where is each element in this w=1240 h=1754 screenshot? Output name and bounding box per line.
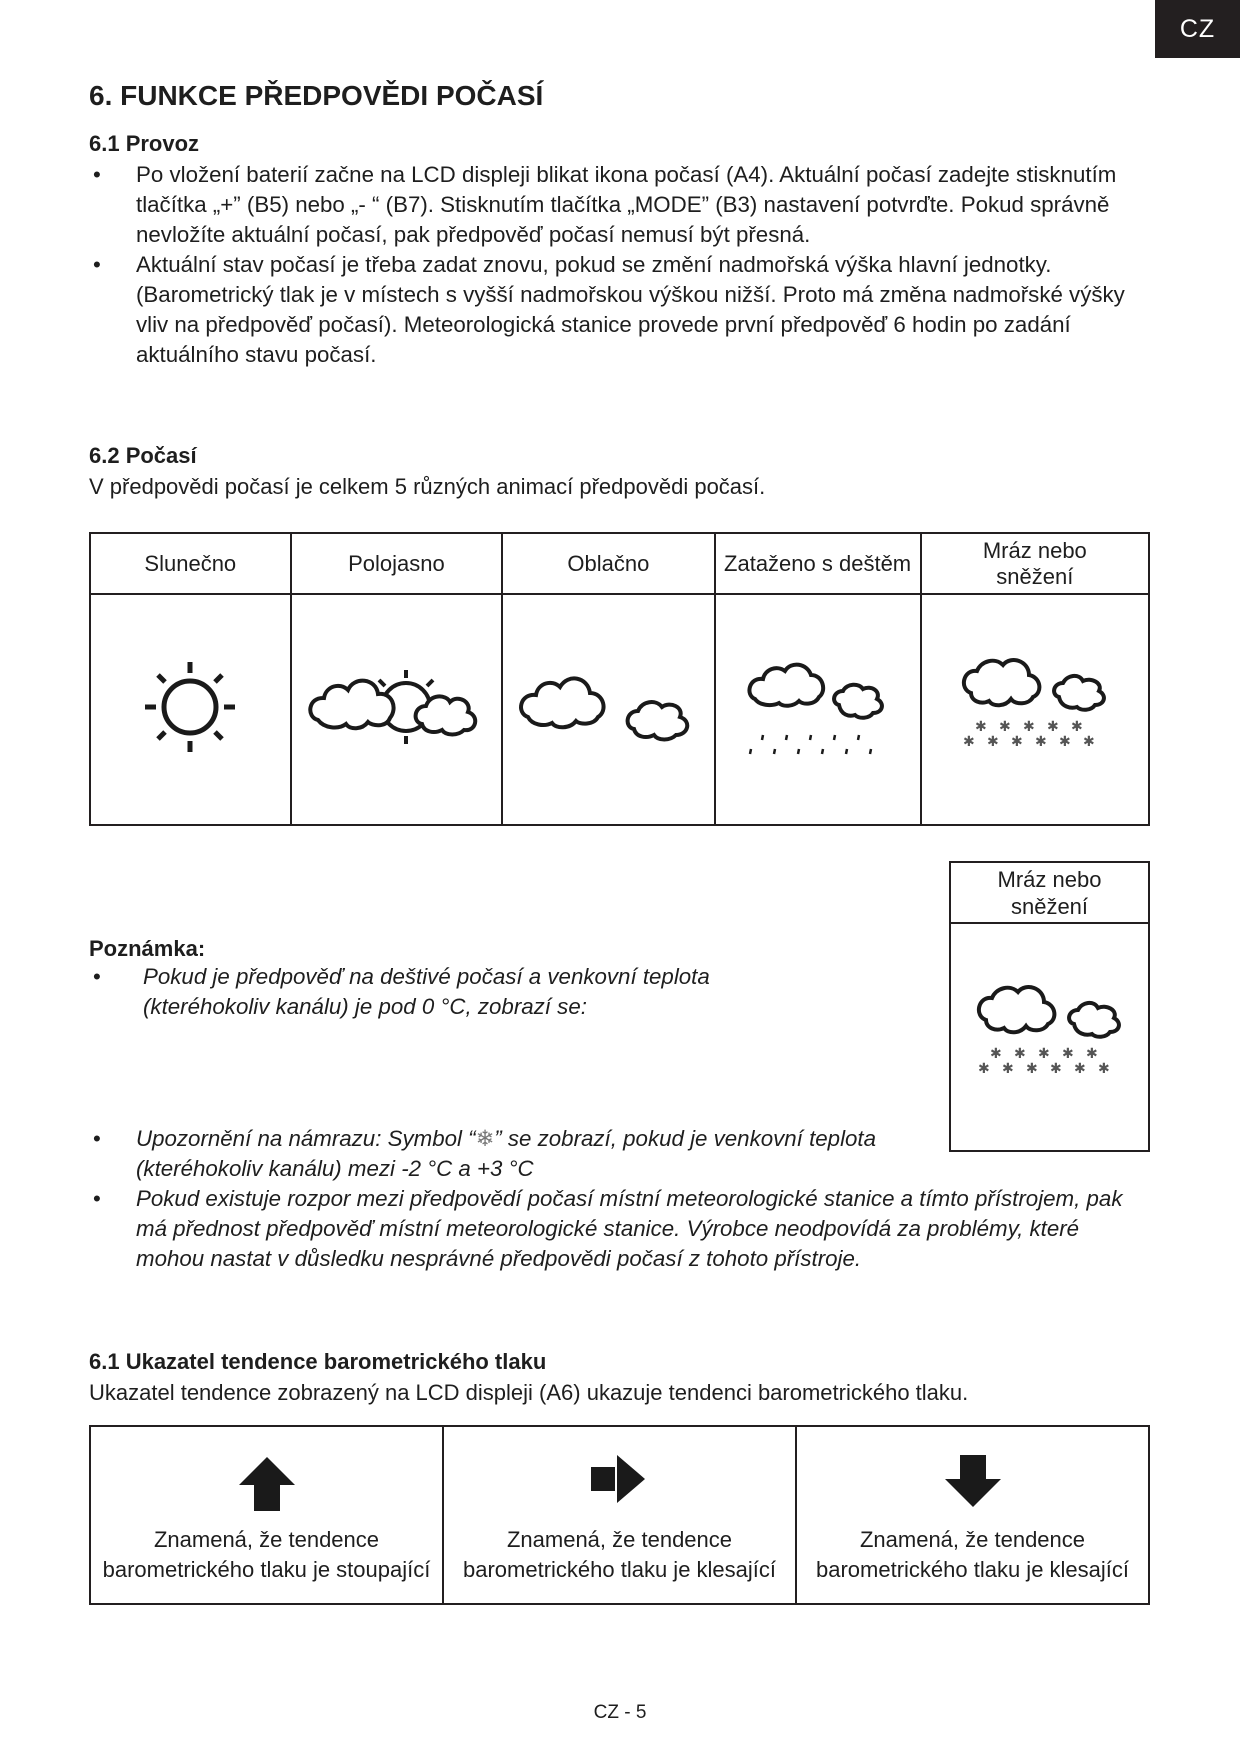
provoz-list <box>89 160 1159 370</box>
svg-text:✱: ✱ <box>1049 1061 1062 1077</box>
svg-text:✱: ✱ <box>1073 1061 1086 1077</box>
list-item <box>89 1124 1149 1184</box>
list-item <box>89 160 1159 250</box>
svg-text:✱: ✱ <box>977 1061 990 1077</box>
arrow-down-icon <box>797 1445 1148 1525</box>
header-rain <box>715 533 921 594</box>
pressure-tendency-table <box>89 1425 1150 1605</box>
page-title: 6. FUNKCE PŘEDPOVĚDI POČASÍ <box>89 80 544 111</box>
list-item <box>89 250 1159 370</box>
svg-text:✱: ✱ <box>1013 1046 1026 1062</box>
svg-text:✱: ✱ <box>1058 733 1071 750</box>
svg-text:✱: ✱ <box>986 733 999 750</box>
bullet: • <box>93 252 101 277</box>
list-item-text: Po vložení baterií začne na LCD displeji blikat ikona počasí (A4). Aktuální počasí zadejte stisknutím tlačítka „+” (B5) nebo „- “ (B7). Stisknutím tlačítka „MODE” (B3) nastavení potvrďte. Pokud správně nevložíte aktuální počasí, pak předpověď počasí nemusí být přesná. <box>136 162 1117 247</box>
frost-snow-header <box>950 862 1149 923</box>
note-heading: Poznámka: <box>89 936 206 961</box>
header-sunny <box>90 533 291 594</box>
list-item <box>89 962 809 1022</box>
list-item-text: Upozornění na námrazu: Symbol “ <box>136 1126 476 1151</box>
svg-text:✱: ✱ <box>1082 733 1095 750</box>
header-label: Zataženo s deštěm <box>724 550 912 576</box>
header-label: Mráz nebo sněžení <box>997 866 1102 919</box>
bullet: • <box>93 162 101 187</box>
section-heading-provoz: 6.1 Provoz <box>89 131 200 156</box>
section-heading-pressure: 6.1 Ukazatel tendence barometrického tlaku <box>89 1349 547 1374</box>
svg-text:✱: ✱ <box>1010 733 1023 750</box>
bullet: • <box>93 1186 101 1211</box>
svg-text:✱: ✱ <box>1097 1061 1110 1077</box>
cell-sunny <box>90 594 291 825</box>
svg-text:✱: ✱ <box>962 733 975 750</box>
frost-snow-cell <box>950 923 1149 1151</box>
snow-icon <box>970 984 1130 1084</box>
cell-snow <box>921 594 1149 825</box>
note-list-1 <box>89 962 809 1022</box>
note-list-2 <box>89 1124 1149 1274</box>
header-label: Slunečno <box>144 550 237 576</box>
cloudy-icon <box>516 667 701 747</box>
svg-text:✱: ✱ <box>1037 1046 1050 1062</box>
svg-text:✱: ✱ <box>998 718 1011 735</box>
section-heading-pocasi: 6.2 Počasí <box>89 443 197 468</box>
cell-text: Znamená, že tendence barometrického tlaku je klesající <box>462 1527 777 1582</box>
svg-text:✱: ✱ <box>1025 1061 1038 1077</box>
cell-text: Znamená, že tendence barometrického tlaku je stoupající <box>102 1527 431 1582</box>
svg-text:✱: ✱ <box>1046 718 1059 735</box>
svg-text:✱: ✱ <box>1034 733 1047 750</box>
pocasi-intro: V předpovědi počasí je celkem 5 různých animací předpovědi počasí. <box>89 474 766 499</box>
svg-text:✱: ✱ <box>989 1046 1002 1062</box>
cell-falling <box>796 1426 1149 1604</box>
rain-icon <box>743 657 893 757</box>
cell-cloudy <box>502 594 714 825</box>
cell-steady <box>443 1426 796 1604</box>
bullet: • <box>93 964 101 989</box>
frost-snowflake-icon: ❄ <box>475 1126 495 1151</box>
header-snow <box>921 533 1149 594</box>
header-label: Oblačno <box>567 550 650 576</box>
list-item-text: Pokud je předpověď na deštivé počasí a venkovní teplota (kteréhokoliv kanálu) je pod 0 °C, zobrazí se: <box>143 964 710 1019</box>
header-partly-cloudy <box>291 533 503 594</box>
header-cloudy <box>502 533 714 594</box>
arrow-up-icon <box>91 1445 442 1525</box>
language-tab: CZ <box>1155 0 1240 58</box>
list-item-text: Pokud existuje rozpor mezi předpovědí počasí místní meteorologické stanice a tímto přístrojem, pak má přednost předpověď místní meteorologické stanice. Výrobce neodpovídá za problémy, které mohou nastat v důsledku nesprávné předpovědi počasí z tohoto přístroje. <box>136 1186 1123 1271</box>
partly-cloudy-icon <box>306 662 486 752</box>
arrow-right-icon <box>444 1445 795 1525</box>
svg-text:✱: ✱ <box>1001 1061 1014 1077</box>
weather-icons-table <box>89 532 1150 826</box>
list-item-text: ” se zobrazí, pokud je venkovní teplota (kteréhokoliv kanálu) mezi -2 °C a +3 °C <box>136 1126 877 1181</box>
snow-icon <box>955 657 1115 757</box>
svg-text:✱: ✱ <box>1085 1046 1098 1062</box>
pressure-intro: Ukazatel tendence zobrazený na LCD displeji (A6) ukazuje tendenci barometrického tlaku. <box>89 1380 969 1405</box>
header-label: Mráz nebo sněžení <box>982 537 1087 589</box>
list-item-text: Aktuální stav počasí je třeba zadat znovu, pokud se změní nadmořská výška hlavní jednotky. (Barometrický tlak je v místech s vyšší nadmořskou výškou nižší. Proto má změna nadmořské výšky vliv na předpověď počasí). Meteorologická stanice provede první předpověď 6 hodin po zadání aktuálního stavu počasí. <box>136 252 1125 367</box>
list-item <box>89 1184 1149 1274</box>
header-label: Polojasno <box>348 550 445 576</box>
cell-rising <box>90 1426 443 1604</box>
frost-snow-box <box>949 861 1150 1152</box>
svg-text:✱: ✱ <box>974 718 987 735</box>
svg-text:✱: ✱ <box>1022 718 1035 735</box>
cell-partly-cloudy <box>291 594 503 825</box>
bullet: • <box>93 1126 101 1151</box>
cell-rain <box>715 594 921 825</box>
svg-text:✱: ✱ <box>1061 1046 1074 1062</box>
cell-text: Znamená, že tendence barometrického tlaku je klesající <box>815 1527 1130 1582</box>
page-number: CZ - 5 <box>593 1702 647 1723</box>
svg-text:✱: ✱ <box>1070 718 1083 735</box>
sun-icon <box>140 657 240 757</box>
